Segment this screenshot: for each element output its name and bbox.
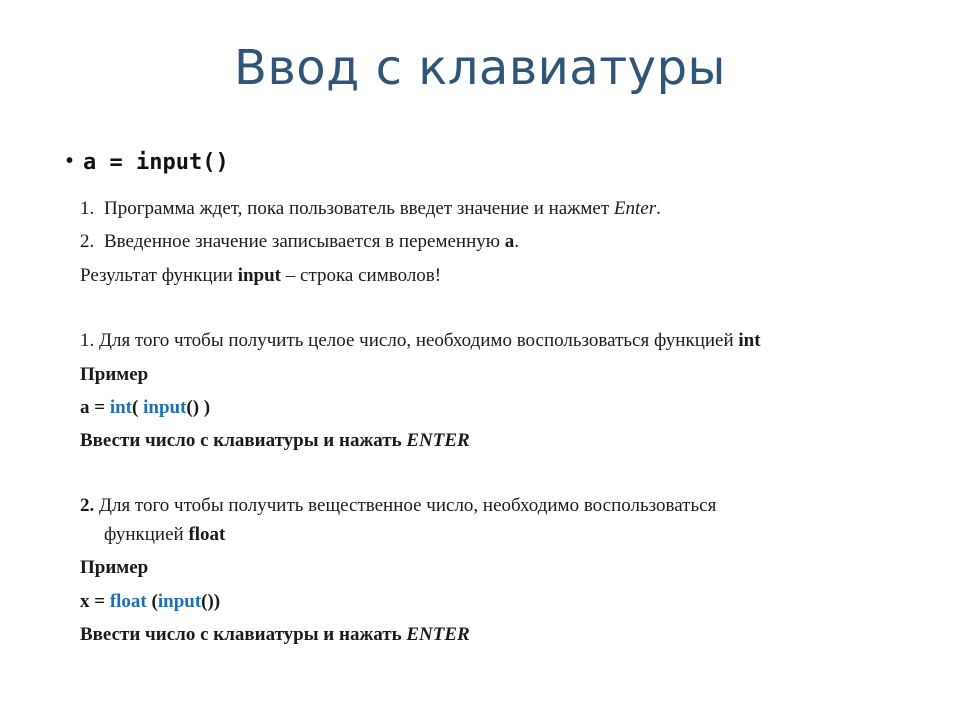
bullet-code: [66, 150, 229, 175]
result-pre: Результат функции: [80, 265, 238, 286]
float-instruction: [80, 624, 470, 646]
step-1-text: Программа ждет, пока пользователь введет значение и нажмет: [104, 198, 614, 219]
step-2-variable: a: [504, 231, 515, 252]
int-line-func: int: [738, 330, 761, 351]
float-instruction-text: Ввести число с клавиатуры и нажать: [80, 624, 407, 645]
float-line-1: [80, 495, 716, 517]
int-code-input: input: [143, 397, 187, 418]
int-line-text: 1. Для того чтобы получить целое число, необходимо воспользоваться функцией: [80, 330, 739, 351]
float-instruction-key: ENTER: [406, 624, 470, 645]
float-code: [80, 591, 220, 613]
step-2: [80, 231, 519, 253]
int-instruction-text: Ввести число с клавиатуры и нажать: [80, 430, 407, 451]
int-code-var: a =: [80, 397, 110, 418]
step-2-end: .: [514, 231, 519, 252]
float-code-end: ()): [201, 591, 221, 612]
int-line: [80, 330, 761, 352]
bullet-code-text: a = input(): [83, 150, 229, 175]
float-code-input: input: [157, 591, 202, 612]
float-code-var: x =: [80, 591, 110, 612]
float-line-2: [104, 524, 225, 546]
step-1-end: .: [656, 198, 661, 219]
int-code-paren: (: [132, 397, 144, 418]
int-code-int: int: [109, 397, 133, 418]
float-code-float: float: [109, 591, 147, 612]
float-line-2-text: функцией: [104, 524, 189, 545]
int-code: [80, 397, 210, 419]
step-1-number: 1.: [80, 198, 95, 219]
float-line-number: 2.: [80, 495, 95, 516]
result-func: input: [237, 265, 282, 286]
float-code-paren: (: [146, 591, 158, 612]
int-instruction: [80, 430, 470, 452]
bullet-dot: •: [66, 150, 74, 172]
result-post: – строка символов!: [281, 265, 442, 286]
step-2-text: Введенное значение записывается в переменную: [104, 231, 505, 252]
float-example-label: Пример: [80, 557, 149, 578]
slide-title: Ввод с клавиатуры: [234, 40, 726, 96]
float-line-2-func: float: [188, 524, 226, 545]
int-instruction-key: ENTER: [406, 430, 470, 451]
step-1-emphasis: Enter: [613, 198, 657, 219]
int-code-end: () ): [186, 397, 211, 418]
result-line: [80, 265, 441, 287]
step-2-number: 2.: [80, 231, 95, 252]
float-line-1-text: Для того чтобы получить вещественное число, необходимо воспользоваться: [94, 495, 717, 516]
int-example-label: Пример: [80, 364, 149, 385]
step-1: [80, 198, 661, 220]
